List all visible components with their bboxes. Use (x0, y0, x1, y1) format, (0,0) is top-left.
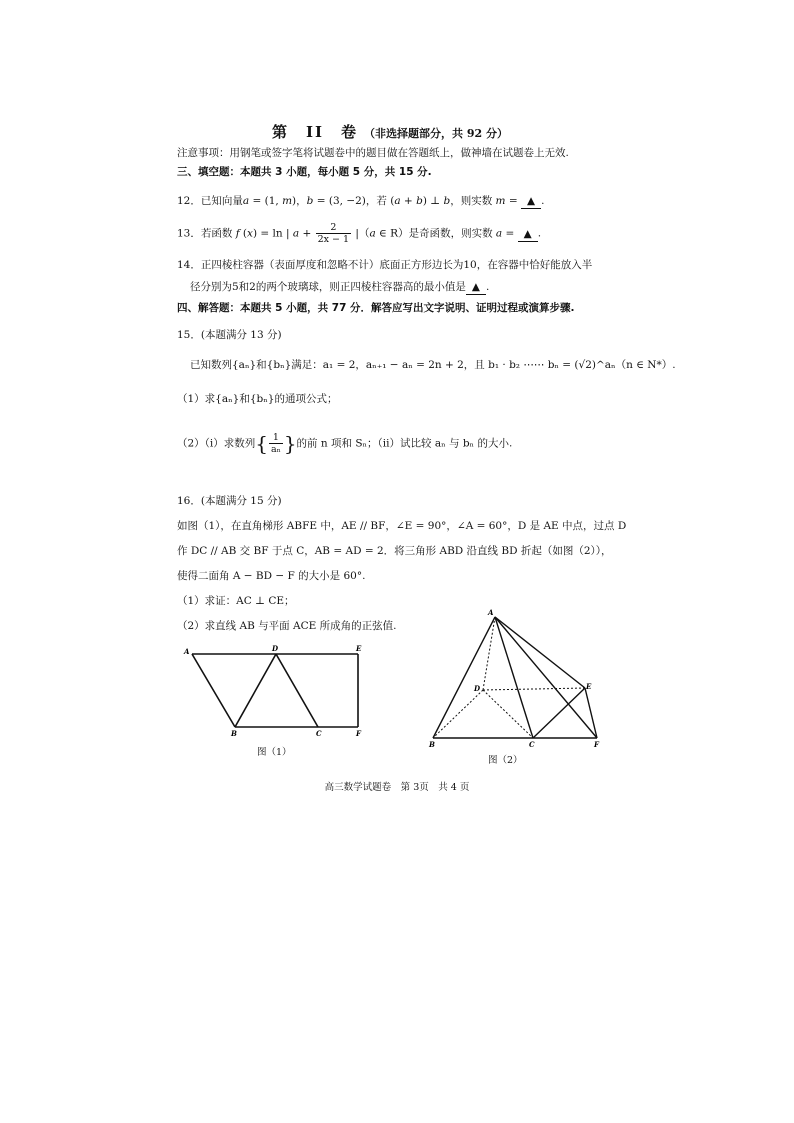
notice: 注意事项：用钢笔或签字笔将试题卷中的题目做在答题纸上，做神墙在试题卷上无效. (177, 147, 569, 159)
fig2-label-C: C (529, 740, 535, 749)
fig1-label-D: D (272, 644, 279, 653)
answer-blank: ▲ (521, 194, 541, 209)
section-title (272, 121, 508, 142)
fig2-label-B: B (429, 740, 435, 749)
section-4-heading: 四、解答题：本题共 5 小题，共 77 分．解答应写出文字说明、证明过程或演算步骤. (177, 302, 575, 314)
question-15-part2: （2）（i）求数列{ $\frac{1}{\text{aₙ}}$ }的前 n 项和 Sₙ；（ii）试比较 aₙ 与 bₙ 的大小. (177, 431, 513, 456)
question-16-line3: 使得二面角 A − BD − F 的大小是 60°. (177, 570, 366, 582)
fig1-label-C: C (316, 729, 322, 738)
fig2-label-A: A (488, 608, 494, 617)
question-16-line1: 如图（1），在直角梯形 ABFE 中，AE // BF，∠E = 90°，∠A = 60°，D 是 AE 中点，过点 D (177, 520, 627, 532)
fraction: $\frac{1}{\text{aₙ}}$ (271, 432, 281, 455)
question-16-part2: （2）求直线 AB 与平面 ACE 所成角的正弦值. (177, 620, 397, 632)
section-title-sub: （非选择题部分，共 92 分） (364, 127, 509, 140)
page-footer: 高三数学试题卷 第 3页 共 4 页 (324, 782, 470, 793)
figure-2-folded-solid (425, 605, 615, 750)
fig1-label-B: B (231, 729, 237, 738)
question-15-header: 15．(本题满分 13 分) (177, 329, 282, 341)
fig2-label-F: F (594, 740, 599, 749)
question-12: 12．已知向量a = (1, m)，b = (3, −2)，若 (a + b) ⊥ b，则实数 m = ▲ . (177, 195, 545, 207)
section-title-main: 第 II 卷 (272, 123, 359, 141)
figure-1-trapezoid (180, 642, 370, 742)
fig1-label-E: E (356, 644, 362, 653)
answer-blank: ▲ (466, 280, 486, 295)
fig2-label-D: D (474, 684, 481, 693)
question-16-header: 16．(本题满分 15 分) (177, 495, 282, 507)
question-16-line2: 作 DC // AB 交 BF 于点 C，AB = AD = 2．将三角形 ABD 沿直线 BD 折起（如图（2））， (177, 545, 612, 557)
fig2-label-E: E (586, 682, 592, 691)
answer-blank: ▲ (518, 227, 538, 242)
question-16-part1: （1）求证：AC ⊥ CE； (177, 595, 295, 607)
question-13: 13．若函数 f (x) = ln | a + $\frac{2}{2x - 1}$ |（a ∈ R）是奇函数，则实数 a = ▲ . (177, 222, 542, 245)
figure-1-caption: 图（1） (257, 747, 292, 758)
question-15-stem: 已知数列{aₙ}和{bₙ}满足：a₁ = 2，aₙ₊₁ − aₙ = 2n + 2，且 b₁ · b₂ ⋯⋯ bₙ = (√2)^aₙ（n ∈ N*）. (190, 359, 676, 371)
fig1-label-A: A (184, 647, 190, 656)
section-3-heading: 三、填空题：本题共 3 小题，每小题 5 分，共 15 分. (177, 166, 432, 178)
figure-2-caption: 图（2） (488, 755, 523, 766)
fraction: $\frac{2}{2x - 1}$ (317, 222, 350, 245)
question-15-part1: （1）求{aₙ}和{bₙ}的通项公式； (177, 393, 338, 405)
question-14-line2: 径分别为5和2的两个玻璃球，则正四棱柱容器高的最小值是 ▲ . (190, 281, 490, 293)
fig1-label-F: F (356, 729, 361, 738)
question-14-line1: 14．正四棱柱容器（表面厚度和忽略不计）底面正方形边长为10，在容器中恰好能放入半 (177, 259, 593, 271)
